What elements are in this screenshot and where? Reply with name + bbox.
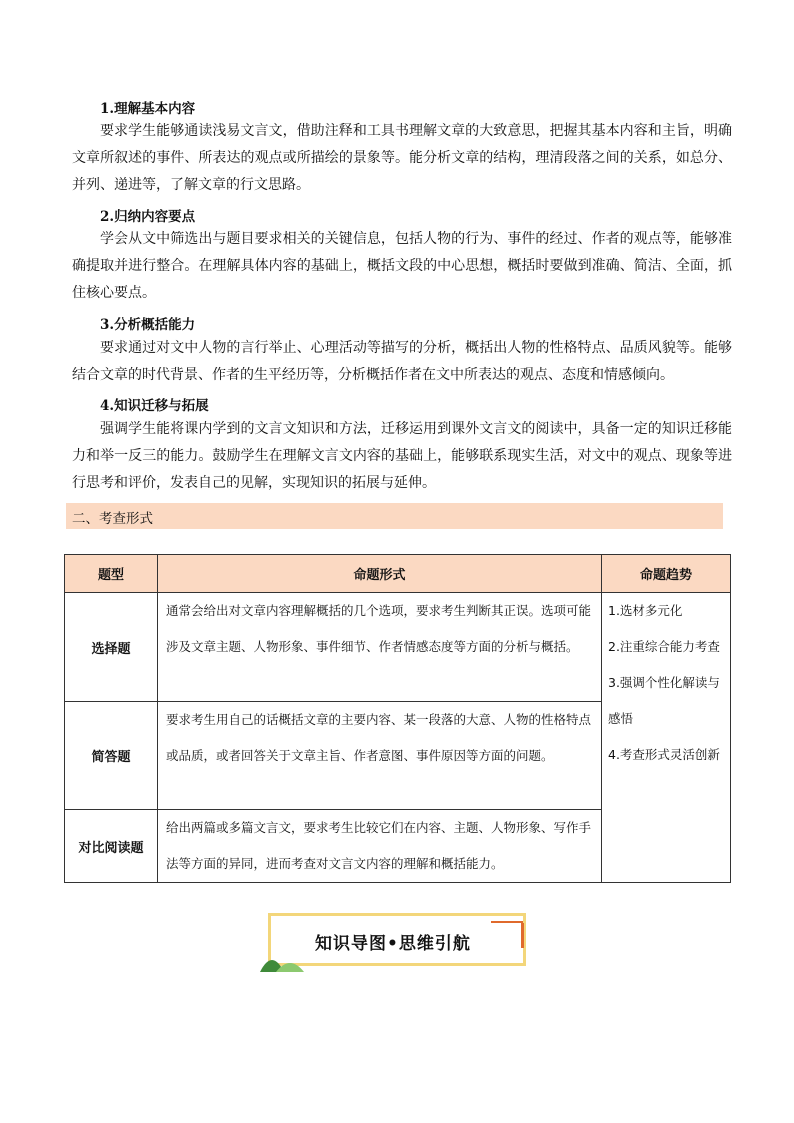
row-type: 选择题: [65, 593, 158, 702]
header-trend: 命题趋势: [602, 555, 731, 593]
trend-cell: [602, 593, 731, 883]
trend-item: 3.强调个性化解读与感悟: [608, 675, 720, 726]
row-form: 要求考生用自己的话概括文章的主要内容、某一段落的大意、人物的性格特点或品质，或者回答关于文章主旨、作者意图、事件原因等方面的问题。: [158, 702, 602, 810]
row-type: 简答题: [65, 702, 158, 810]
trend-item: 1.选材多元化: [608, 603, 683, 618]
trend-item: 2.注重综合能力考查: [608, 639, 720, 654]
trend-item: 4.考查形式灵活创新: [608, 747, 720, 762]
section-2-body: 学会从文中筛选出与题目要求相关的关键信息，包括人物的行为、事件的经过、作者的观点等，能够准确提取并进行整合。在理解具体内容的基础上，概括文段的中心思想，概括时要做到准确、简洁、全面，抓住核心要点。: [72, 231, 732, 301]
banner-title: 知识导图•思维引航: [315, 934, 471, 954]
section-4-body: 强调学生能将课内学到的文言文知识和方法，迁移运用到课外文言文的阅读中，具备一定的知识迁移能力和举一反三的能力。鼓励学生在理解文言文内容的基础上，能够联系现实生活，对文中的观点、现象等进行思考和评价，发表自己的见解，实现知识的拓展与延伸。: [72, 421, 732, 491]
table-row: [65, 593, 731, 702]
section-2-title: 2.归纳内容要点: [100, 209, 196, 225]
section-3-title: 3.分析概括能力: [100, 317, 196, 333]
row-form: 通常会给出对文章内容理解概括的几个选项，要求考生判断其正误。选项可能涉及文章主题、人物形象、事件细节、作者情感态度等方面的分析与概括。: [158, 593, 602, 702]
row-type: 对比阅读题: [65, 810, 158, 883]
banner-accent-mark: [521, 923, 524, 948]
section-1-body: 要求学生能够通读浅易文言文，借助注释和工具书理解文章的大致意思，把握其基本内容和主旨，明确文章所叙述的事件、所表达的观点或所描绘的景象等。能分析文章的结构，理清段落之间的关系，如总分、并列、递进等，了解文章的行文思路。: [72, 123, 732, 193]
section-header-title: 二、考查形式: [72, 511, 153, 527]
section-header-bar: [66, 503, 723, 529]
exam-format-table: [64, 554, 731, 883]
section-1-title: 1.理解基本内容: [100, 101, 196, 117]
section-4-title: 4.知识迁移与拓展: [100, 398, 209, 414]
row-form: 给出两篇或多篇文言文，要求考生比较它们在内容、主题、人物形象、写作手法等方面的异同，进而考查对文言文内容的理解和概括能力。: [158, 810, 602, 883]
banner-accent-line: [491, 921, 523, 923]
mindmap-banner: [268, 913, 526, 966]
header-type: 题型: [65, 555, 158, 593]
table-header-row: [65, 555, 731, 593]
header-form: 命题形式: [158, 555, 602, 593]
section-3-body: 要求通过对文中人物的言行举止、心理活动等描写的分析，概括出人物的性格特点、品质风貌等。能够结合文章的时代背景、作者的生平经历等，分析概括作者在文中所表达的观点、态度和情感倾向。: [72, 340, 732, 383]
hills-icon: [258, 946, 306, 972]
